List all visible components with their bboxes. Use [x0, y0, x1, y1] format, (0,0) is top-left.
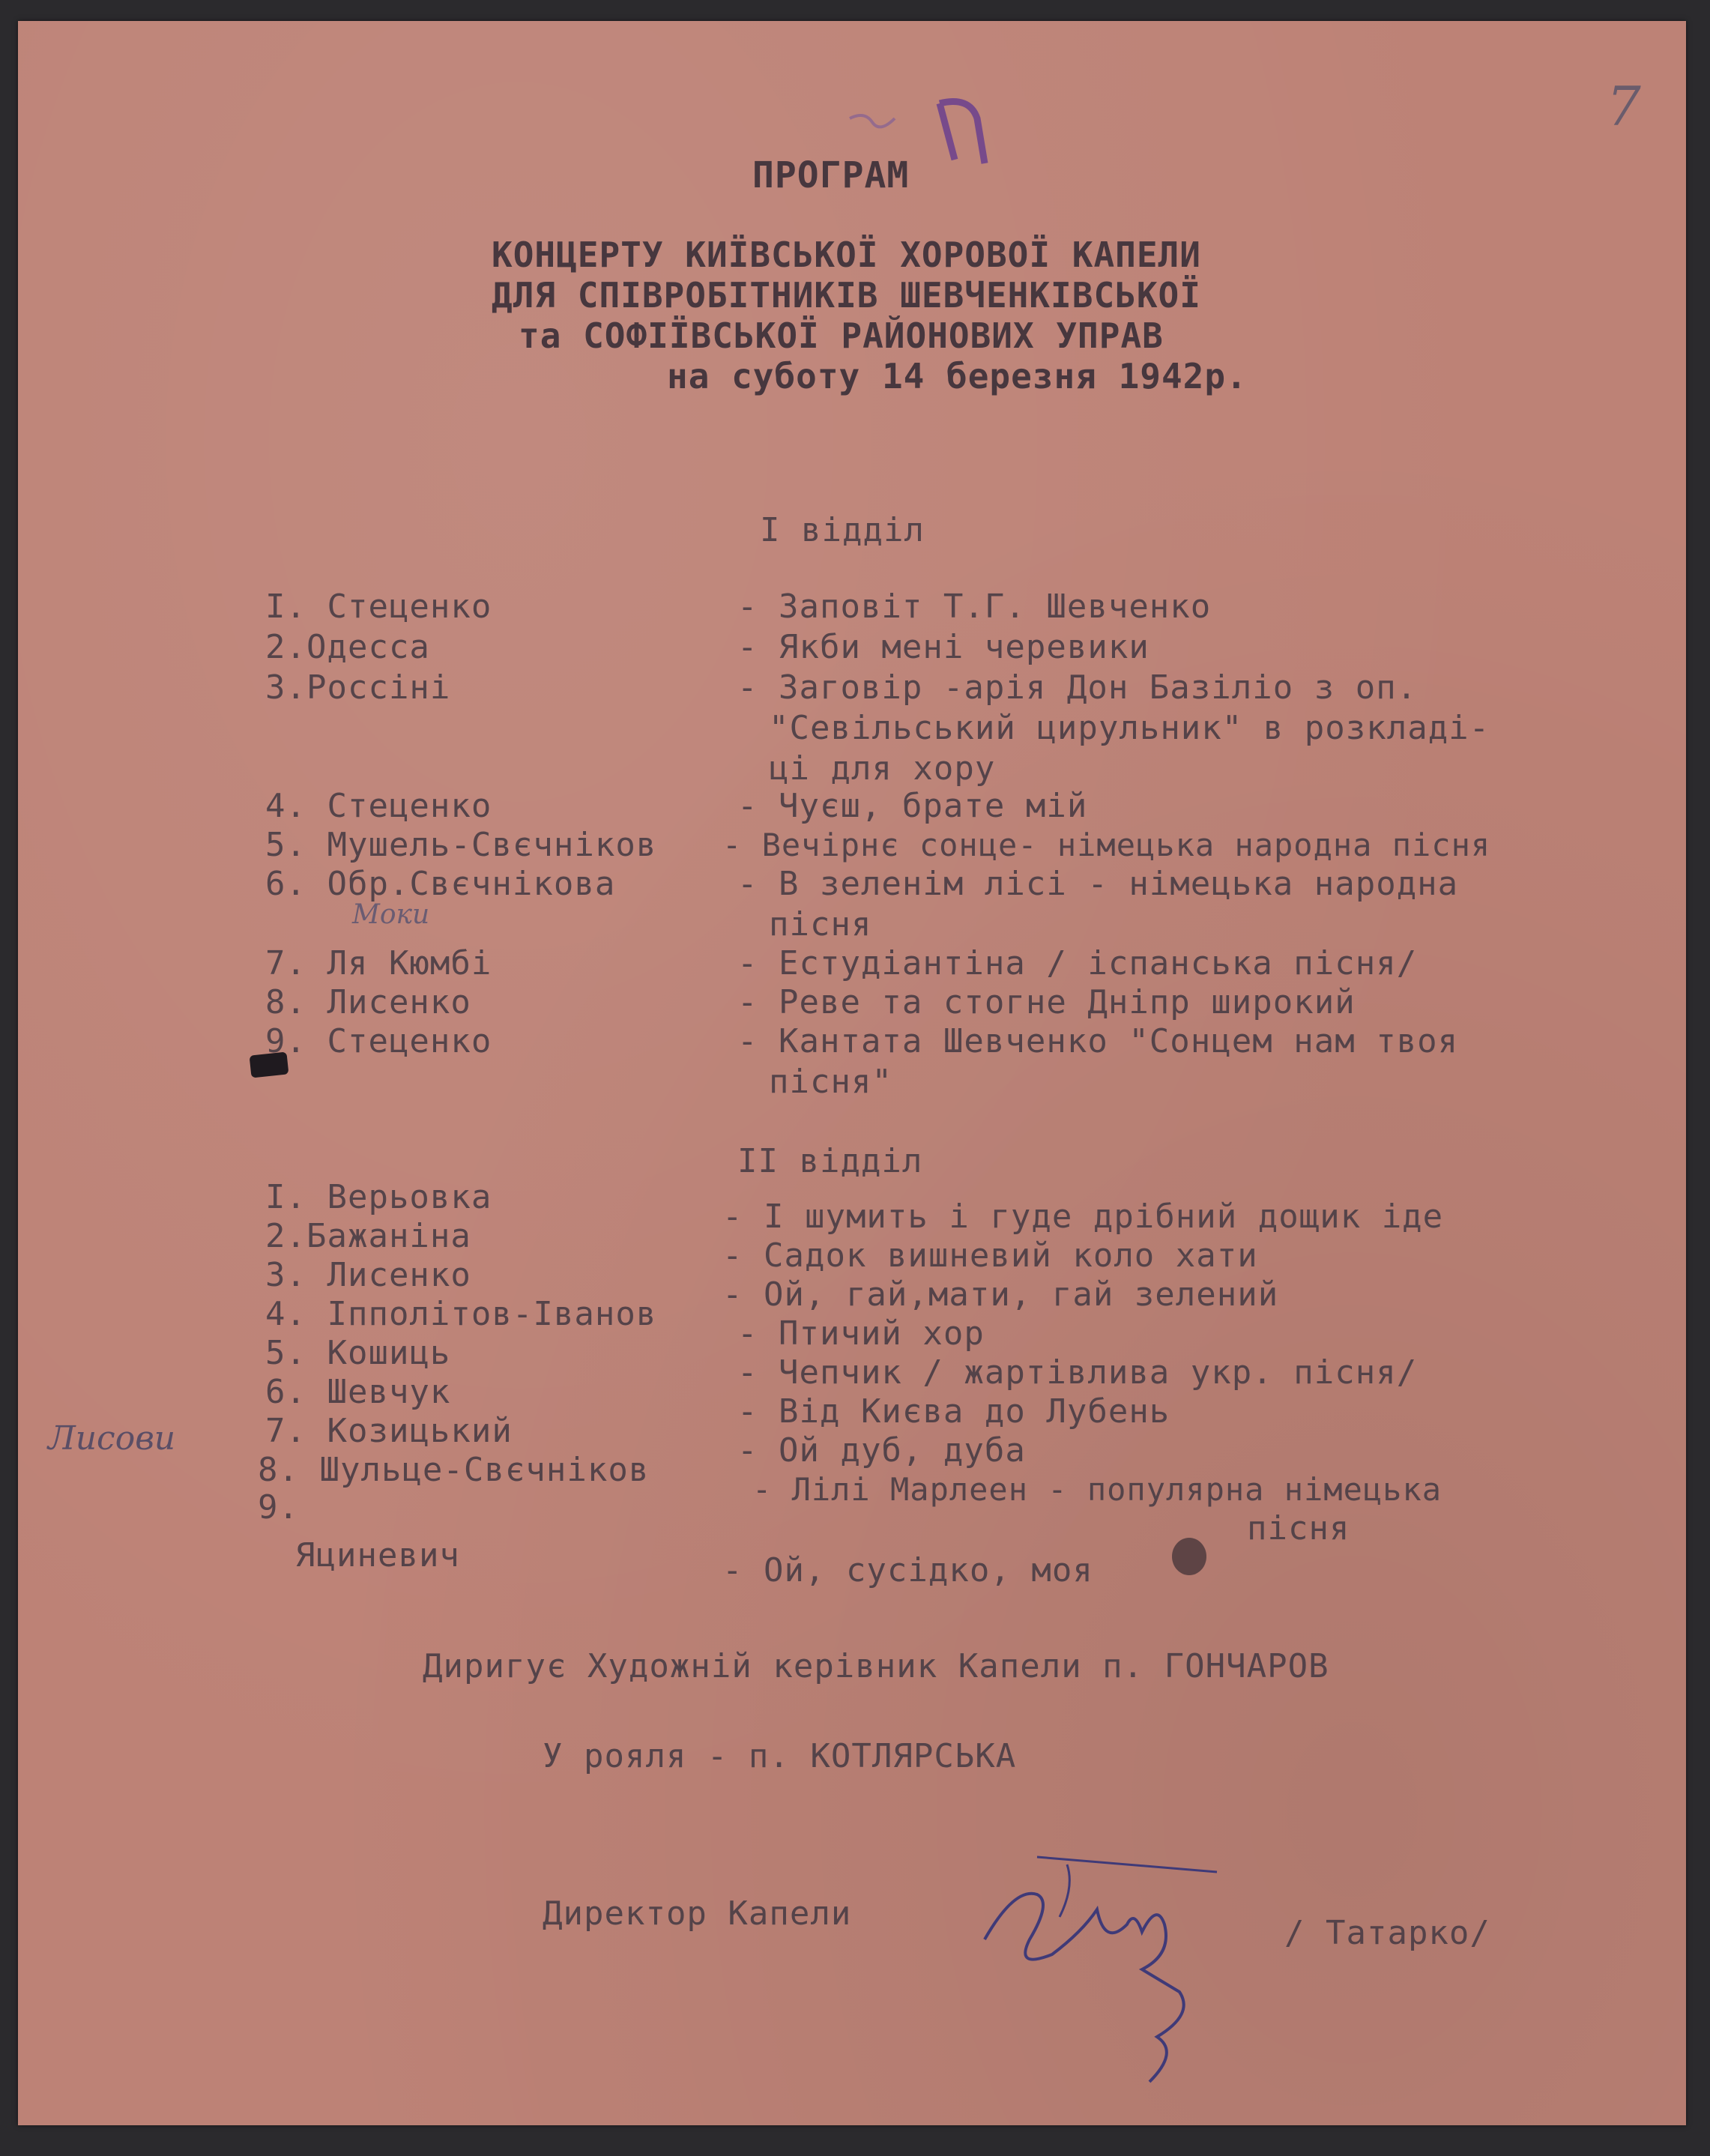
list-item-left: 2.Одесса: [265, 628, 430, 666]
list-item-left: Яциневич: [295, 1536, 460, 1574]
list-item-right-cont: ці для хору: [769, 749, 996, 788]
list-item-right: - Від Києва до Лубень: [737, 1392, 1170, 1431]
list-item-right: - Ой, гай,мати, гай зелений: [722, 1275, 1279, 1314]
list-item-left: 4. Стеценко: [265, 787, 492, 825]
list-item-right: - Заговір -арія Дон Базіліо з оп.: [737, 668, 1418, 707]
document-page: [18, 21, 1686, 2125]
list-item-right: - Якби мені черевики: [737, 628, 1149, 666]
list-item-left: 8. Шульце-Свєчніков: [258, 1451, 650, 1489]
list-item-left: 6. Обр.Свєчнікова: [265, 865, 616, 903]
list-item-right: - Вечірнє сонце- німецька народна пісня: [722, 827, 1491, 863]
pianist-line: У рояля - п. КОТЛЯРСЬКА: [543, 1737, 1017, 1775]
list-item-left: 7. Козицький: [265, 1412, 513, 1450]
list-item-right-cont: пісня: [1247, 1509, 1350, 1547]
sheet-number: 7: [1607, 75, 1641, 138]
list-item-left: 9. Стеценко: [265, 1022, 492, 1060]
director-name: / Татарко/: [1284, 1914, 1490, 1952]
list-item-left: 9.: [258, 1488, 299, 1527]
list-item-left: I. Верьовка: [265, 1178, 492, 1216]
list-item-left: 4. Іпполітов-Іванов: [265, 1295, 657, 1333]
list-item-right-cont: пісня: [769, 905, 872, 943]
list-item-right: - Ой дуб, дуба: [737, 1431, 1026, 1470]
list-item-left: 8. Лисенко: [265, 983, 471, 1021]
list-item-right: - Лілі Марлеен - популярна німецька: [752, 1471, 1442, 1508]
list-item-left: 2.Бажаніна: [265, 1217, 471, 1255]
handwritten-note-moky: Моки: [352, 899, 430, 930]
subtitle-line-2: ДЛЯ СПІВРОБІТНИКІВ ШЕВЧЕНКІВСЬКОЇ: [492, 275, 1201, 315]
subtitle-line-4: на суботу 14 березня 1942р.: [667, 356, 1248, 396]
ink-smudge: [1172, 1538, 1206, 1575]
director-label: Директор Капели: [543, 1894, 852, 1933]
conductor-line: Диригує Художній керівник Капели п. ГОНЧАРОВ: [423, 1647, 1329, 1685]
section-heading-2: II відділ: [737, 1142, 923, 1180]
list-item-left: 5. Кошиць: [265, 1334, 451, 1372]
list-item-right: - Ой, сусідко, моя: [722, 1551, 1093, 1589]
list-item-right: - Садок вишневий коло хати: [722, 1236, 1258, 1275]
document-title: ПРОГРАМ: [752, 154, 910, 196]
handwritten-note-lysovy: Лисови: [48, 1419, 176, 1458]
list-item-right: - Заповіт Т.Г. Шевченко: [737, 588, 1212, 626]
list-item-right: - Чепчик / жартівлива укр. пісня/: [737, 1353, 1418, 1392]
list-item-right-cont: пісня": [769, 1063, 892, 1101]
section-heading-1: I відділ: [760, 511, 925, 549]
list-item-right: - Реве та стогне Дніпр широкий: [737, 983, 1356, 1021]
list-item-right: - I шумить і гуде дрібний дощик іде: [722, 1198, 1444, 1236]
list-item-left: 5. Мушель-Свєчніков: [265, 826, 657, 864]
list-item-right-cont: "Севільський цирульник" в розкладі-: [769, 709, 1490, 747]
subtitle-line-3: та СОФІЇВСЬКОЇ РАЙОНОВИХ УПРАВ: [519, 315, 1164, 356]
director-signature: [970, 1842, 1239, 2089]
list-item-left: I. Стеценко: [265, 588, 492, 626]
list-item-right: - В зеленім лісі - німецька народна: [737, 865, 1459, 903]
subtitle-line-1: КОНЦЕРТУ КИЇВСЬКОЇ ХОРОВОЇ КАПЕЛИ: [492, 235, 1201, 275]
list-item-right: - Кантата Шевченко "Сонцем нам твоя: [737, 1022, 1459, 1060]
list-item-left: 7. Ля Кюмбі: [265, 944, 492, 982]
list-item-left: 3.Россіні: [265, 668, 451, 707]
list-item-left: 3. Лисенко: [265, 1256, 471, 1294]
list-item-right: - Птичий хор: [737, 1314, 985, 1353]
list-item-left: 6. Шевчук: [265, 1373, 451, 1411]
list-item-right: - Естудіантіна / іспанська пісня/: [737, 944, 1418, 982]
list-item-right: - Чуєш, брате мій: [737, 787, 1088, 825]
